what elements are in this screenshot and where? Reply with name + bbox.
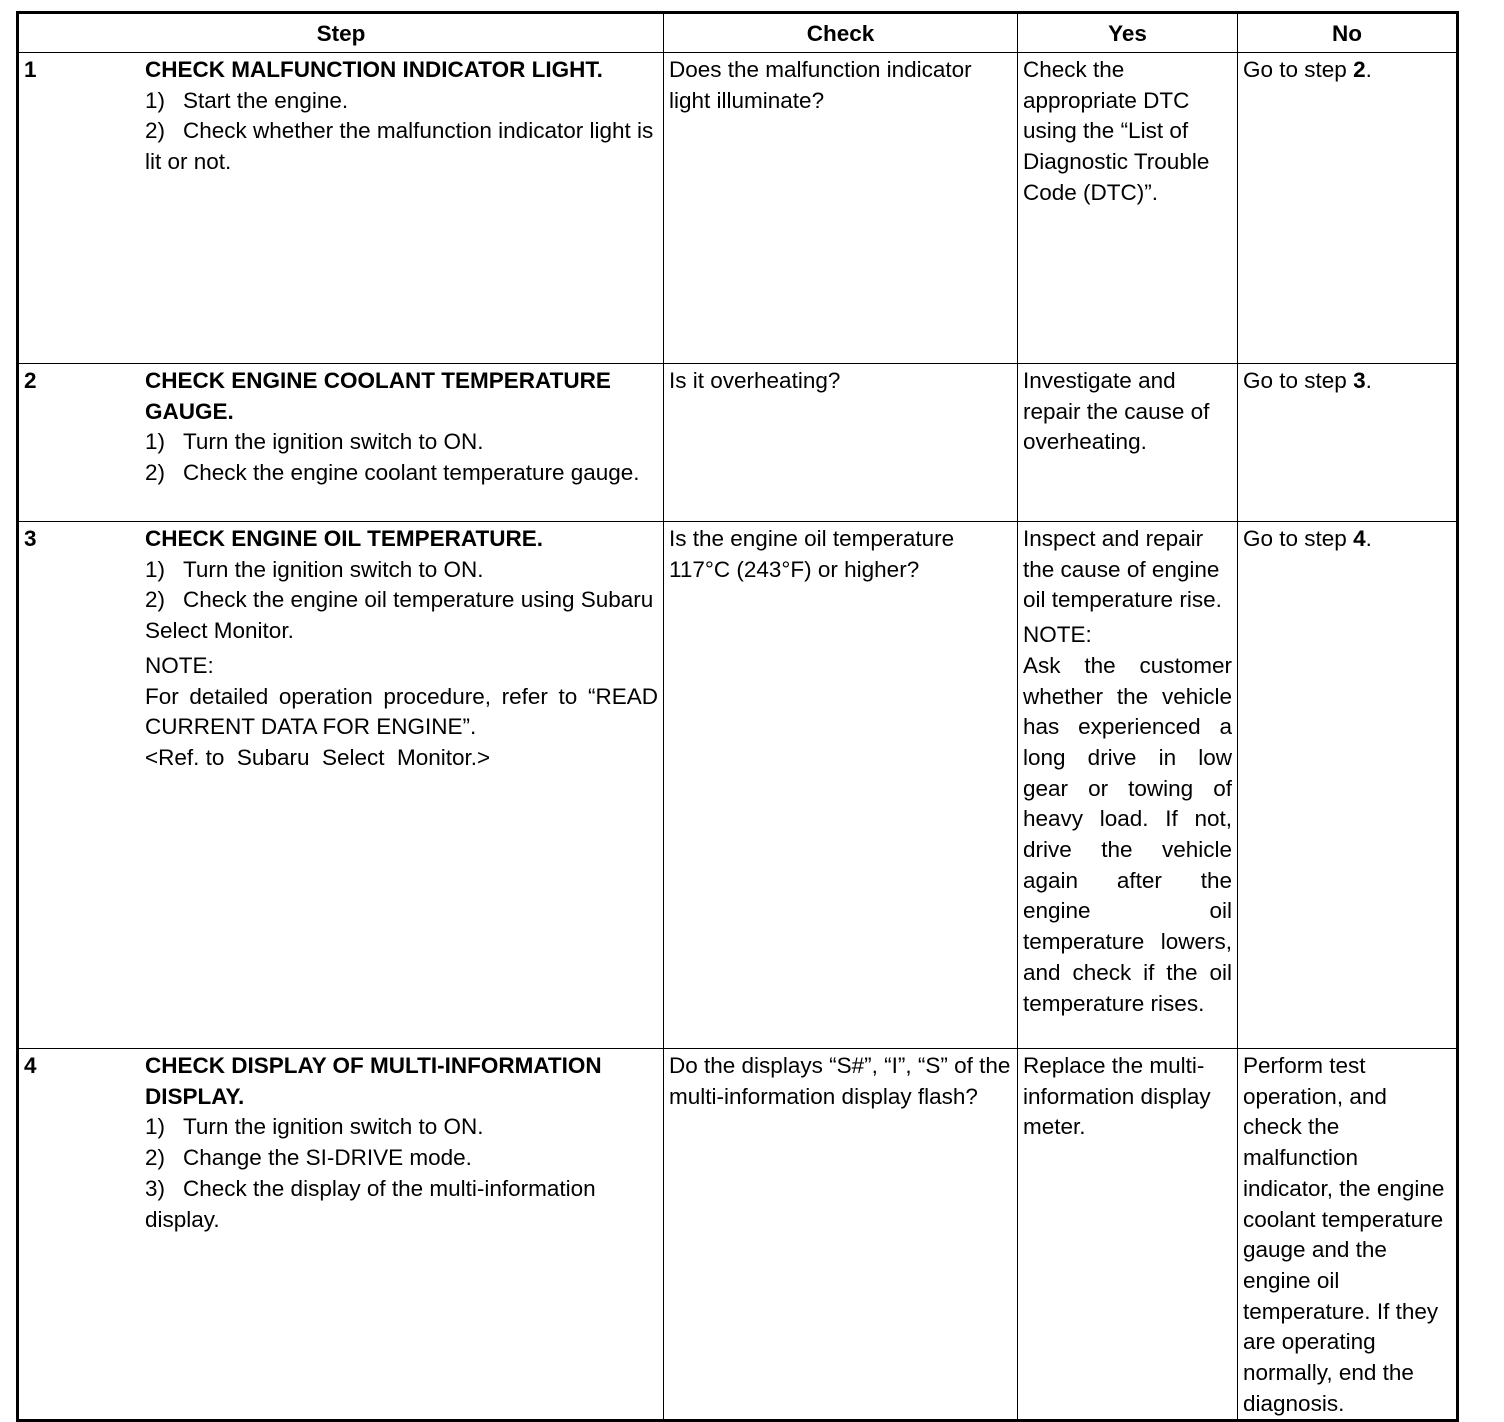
yes-cell: Replace the multi-information display meter. (1018, 1049, 1238, 1421)
step-number: 4 (24, 1053, 37, 1078)
step-number: 3 (24, 526, 37, 551)
table-row (18, 53, 1458, 364)
no-cell: Go to step 4. (1238, 522, 1458, 1049)
substep: 1) Turn the ignition switch to ON. (145, 556, 484, 582)
substep: 3) Check the display of the multi-information display. (145, 1175, 596, 1232)
no-cell: Perform test operation, and check the malfunction indicator, the engine coolant temperature gauge and the engine oil temperature. If they are operating normally, end the diagnosis. (1238, 1049, 1458, 1421)
substep: 2) Check the engine oil temperature using Subaru Select Monitor. (145, 587, 654, 644)
substep: 2) Change the SI-DRIVE mode. (145, 1145, 472, 1171)
header-no: No (1238, 13, 1458, 53)
yes-cell (1018, 522, 1238, 1049)
step-title: CHECK MALFUNCTION INDICATOR LIGHT. (145, 57, 603, 82)
step-cell (18, 364, 664, 522)
substep: 1) Start the engine. (145, 87, 349, 113)
step-cell (18, 53, 664, 364)
header-check: Check (664, 13, 1018, 53)
step-reference: 2 (1353, 57, 1366, 82)
step-reference: 3 (1353, 368, 1366, 393)
yes-cell: Investigate and repair the cause of overheating. (1018, 364, 1238, 522)
header-yes: Yes (1018, 13, 1238, 53)
check-cell: Is the engine oil temperature 117°C (243°F) or higher? (664, 522, 1018, 1049)
note-label: NOTE: (1023, 622, 1092, 648)
diagnosis-table (16, 11, 1459, 1422)
table-row (18, 522, 1458, 1049)
substep: 2) Check whether the malfunction indicator light is lit or not. (145, 118, 654, 175)
no-cell: Go to step 2. (1238, 53, 1458, 364)
header-row (18, 13, 1458, 53)
step-title: CHECK DISPLAY OF MULTI-INFORMATION DISPLAY. (145, 1053, 602, 1109)
note-label: NOTE: (145, 652, 214, 678)
yes-cell: Check the appropriate DTC using the “List of Diagnostic Trouble Code (DTC)”. (1018, 53, 1238, 364)
step-number: 1 (24, 57, 37, 82)
step-cell (18, 522, 664, 1049)
table-row (18, 364, 1458, 522)
note-text: For detailed operation procedure, refer to “READ CURRENT DATA FOR ENGINE”. (145, 683, 658, 740)
check-cell: Is it overheating? (664, 364, 1018, 522)
note-reference: <Ref. to Subaru Select Monitor.> (145, 744, 491, 770)
step-reference: 4 (1353, 526, 1366, 551)
note-text: Ask the customer whether the vehicle has experienced a long drive in low gear or towing of heavy load. If not, drive the vehicle again after the engine oil temperature lowers, and check if the oil temperature rises. (1023, 652, 1232, 1016)
check-cell: Do the displays “S#”, “I”, “S” of the multi-information display flash? (664, 1049, 1018, 1421)
step-cell (18, 1049, 664, 1421)
step-title: CHECK ENGINE OIL TEMPERATURE. (145, 526, 543, 551)
step-title: CHECK ENGINE COOLANT TEMPERATURE GAUGE. (145, 368, 611, 424)
step-number: 2 (24, 368, 37, 393)
table-row (18, 1049, 1458, 1421)
header-step: Step (18, 13, 664, 53)
substep: 2) Check the engine coolant temperature gauge. (145, 460, 640, 486)
substep: 1) Turn the ignition switch to ON. (145, 429, 484, 455)
substep: 1) Turn the ignition switch to ON. (145, 1114, 484, 1140)
yes-text: Inspect and repair the cause of engine oil temperature rise. (1023, 526, 1222, 613)
no-cell: Go to step 3. (1238, 364, 1458, 522)
check-cell: Does the malfunction indicator light illuminate? (664, 53, 1018, 364)
